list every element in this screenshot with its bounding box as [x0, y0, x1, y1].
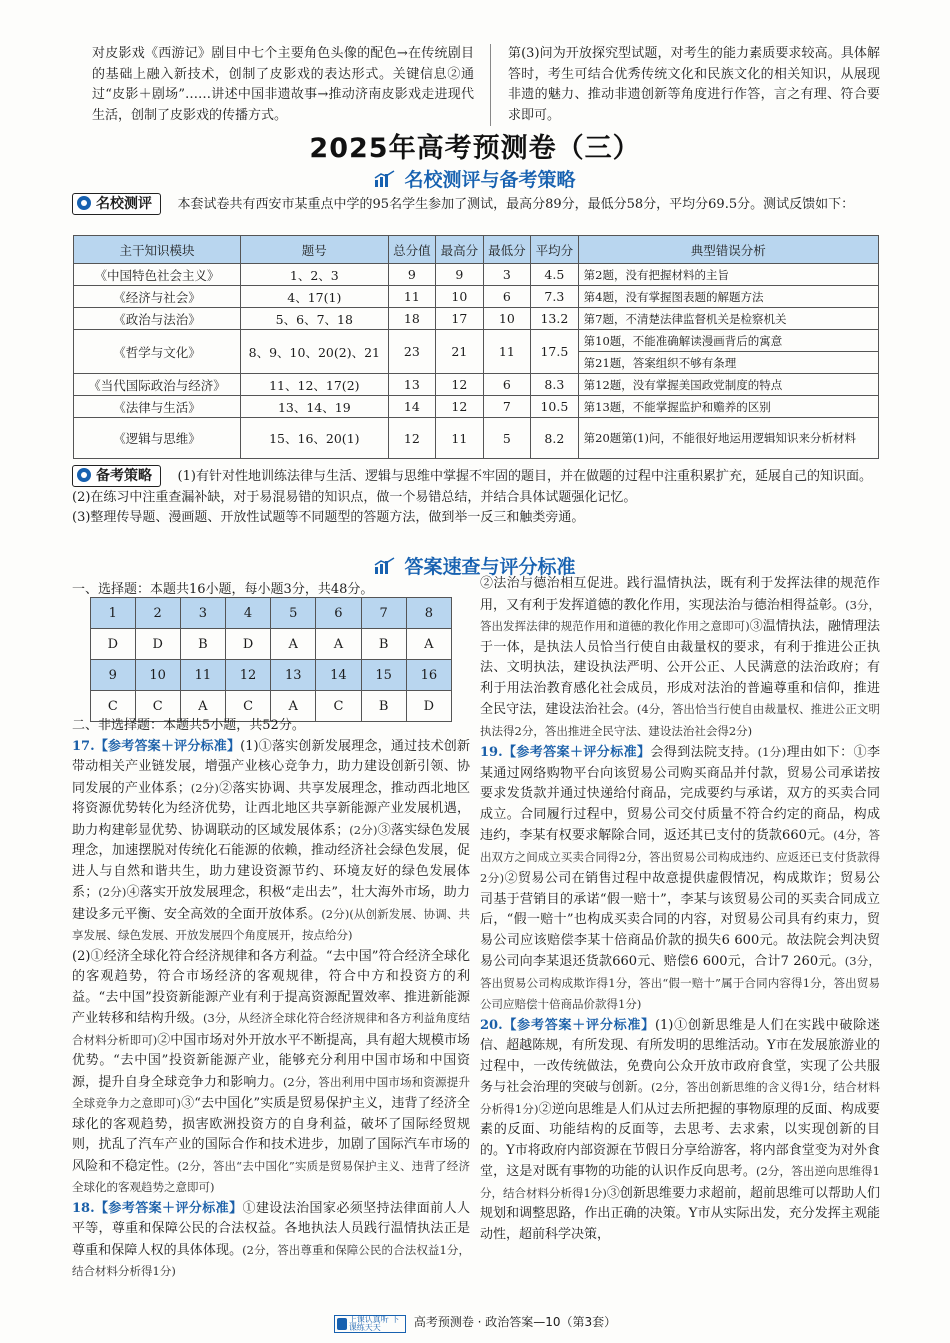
- answer-label: 19.【参考答案＋评分标准】: [480, 745, 651, 760]
- table-header: 平均分: [531, 236, 579, 264]
- answer-row: [91, 629, 452, 660]
- max-cell: 12: [436, 396, 484, 418]
- max-cell: 11: [436, 418, 484, 459]
- strategy-item: (2)在练习中注重查漏补缺，对于易混易错的知识点，做一个易错总结，并结合具体试题强化记忆。: [72, 489, 637, 505]
- question-number: 6: [316, 598, 361, 629]
- scoring-note: (2分，答出利用中国市场和资源提升全球竞争力之意即可): [72, 1074, 470, 1110]
- answer-text: ③“去中国化”实质是贸易保护主义，违背了经济全球化的客观趋势，损害欧洲投资方的自身利益，破坏了国际经贸规则，扰乱了汽车产业的国际合作和技术进步，加剧了国际汽车市场的风险和不稳定性。: [72, 1096, 470, 1174]
- answer-20: [480, 1016, 880, 1246]
- answer-text: ②贸易公司在销售过程中故意提供虚假情况，构成欺诈；贸易公司基于营销目的承诺“假一赔十”，李某与该贸易公司的买卖合同成立后，“假一赔十”也构成买卖合同的内容，对贸易公司具有约束力，贸易公司应该赔偿李某十倍商品价款的损失6 600元。故法院会判决贸易公司向李某退还货款660元、赔偿6 600元，合计7 260元。: [480, 871, 880, 969]
- question-cell: 5、6、7、18: [241, 308, 389, 330]
- column-divider: [490, 44, 491, 126]
- question-number: 5: [271, 598, 316, 629]
- answer-letter: C: [225, 691, 270, 722]
- table-row: [74, 330, 879, 352]
- avg-cell: 13.2: [531, 308, 579, 330]
- error-cell: 第4题，没有掌握图表题的解题方法: [578, 286, 878, 308]
- page-title: 2025年高考预测卷（三）: [309, 133, 641, 164]
- answer-19: [480, 742, 880, 1016]
- section-title-text: 答案速查与评分标准: [404, 556, 576, 578]
- answer-letter: B: [361, 629, 406, 660]
- chart-icon: [374, 557, 396, 575]
- answer-letter: D: [225, 629, 270, 660]
- answer-letter: C: [91, 691, 136, 722]
- left-answer-column: [72, 716, 470, 1283]
- min-cell: 6: [483, 286, 531, 308]
- scoring-note: (3分，答出贸易公司构成欺诈得1分，答出“假一赔十”属于合同内容得1分，答出贸易公司应赔偿十倍商品价款得1分): [480, 954, 880, 1011]
- question-number: 13: [271, 660, 316, 691]
- answer-17: [72, 737, 470, 947]
- question-number: 10: [135, 660, 180, 691]
- table-header: 总分值: [388, 236, 436, 264]
- avg-cell: 17.5: [531, 330, 579, 374]
- question-number-row: [91, 660, 452, 691]
- answer-letter: A: [271, 629, 316, 660]
- scoring-note: (2分，答出逆向思维得1分，结合材料分析得1分): [480, 1164, 880, 1200]
- max-cell: 21: [436, 330, 484, 374]
- target-icon: [77, 468, 91, 482]
- min-cell: 5: [483, 418, 531, 459]
- error-cell: 第13题，不能掌握监护和赡养的区别: [578, 396, 878, 418]
- max-cell: 9: [436, 264, 484, 286]
- answer-label: 17.【参考答案＋评分标准】: [72, 738, 241, 754]
- answer-letter: C: [316, 691, 361, 722]
- scoring-note: (2分)(从创新发展、协调、共享发展、绿色发展、开放发展四个角度展开，按点给分): [72, 906, 470, 942]
- section-title-evaluation: [0, 165, 950, 192]
- target-icon: [77, 196, 91, 210]
- choice-answer-table: [90, 597, 452, 722]
- answer-text: ③创新思维要力求超前，超前思维可以帮助人们规划和调整思路，作出正确的决策。Y市从实际出发，充分发挥主观能动性，超前科学决策，: [480, 1185, 880, 1242]
- error-cell: 第12题，没有掌握美国政党制度的特点: [578, 374, 878, 396]
- question-number: 2: [135, 598, 180, 629]
- answer-text: ②法治与德治相互促进。践行温情执法，既有利于发挥法律的规范作用，又有利于发挥道德的教化作用，实现法治与德治相得益彰。: [480, 576, 880, 613]
- scoring-note: (4分，答出恰当行使自由裁量权、推进公正文明执法得2分，答出推进全民守法、建设法治社会得2分): [480, 702, 880, 738]
- question-number: 3: [180, 598, 225, 629]
- min-cell: 6: [483, 374, 531, 396]
- error-cell: 第2题，没有把握材料的主旨: [578, 264, 878, 286]
- right-answer-column: [480, 574, 880, 1245]
- total-cell: 23: [388, 330, 436, 374]
- strategy-item: (3)整理传导题、漫画题、开放性试题等不同题型的答题方法，做到举一反三和触类旁通。: [72, 510, 585, 525]
- chart-icon: [374, 170, 396, 188]
- answer-text: ③温情执法，融情理法于一体，是执法人员恰当行使自由裁量权的要求，有利于推进公正执法、文明执法，建设执法严明、公开公正、人民满意的法治政府；有利于用法治教育感化社会成员，形成对法治的普遍尊重和信仰，推进全民守法，建设法治社会。: [480, 619, 880, 717]
- top-left-continuation: [92, 44, 474, 126]
- answer-text: ④落实开放发展理念，积极“走出去”，壮大海外市场，助力建设多元平衡、安全高效的全面开放体系。: [72, 885, 470, 922]
- evaluation-text: 本套试卷共有西安市某重点中学的95名学生参加了测试，最高分89分，最低分58分，平均分69.5分。测试反馈如下：: [177, 197, 855, 212]
- module-cell: 《政治与法治》: [74, 308, 241, 330]
- table-row: [74, 308, 879, 330]
- scoring-note: (2分，答出创新思维的含义得1分，结合材料分析得1分): [480, 1080, 880, 1116]
- table-row: [74, 418, 879, 459]
- error-cell: 第7题，不清楚法律监督机关是检察机关: [578, 308, 878, 330]
- error-cell: 第21题，答案组织不够有条理: [578, 352, 878, 374]
- knowledge-table: [73, 235, 879, 459]
- total-cell: 14: [388, 396, 436, 418]
- answer-letter: D: [91, 629, 136, 660]
- question-cell: 8、9、10、20(2)、21: [241, 330, 389, 374]
- total-cell: 9: [388, 264, 436, 286]
- module-cell: 《法律与生活》: [74, 396, 241, 418]
- max-cell: 10: [436, 286, 484, 308]
- module-cell: 《逻辑与思维》: [74, 418, 241, 459]
- strategy-item: (1)有针对性地训练法律与生活、逻辑与思维中掌握不牢固的题目，并在做题的过程中注重积累扩充，延展自己的知识面。: [177, 469, 872, 484]
- answer-text: ①建设法治国家必须坚持法律面前人人平等，尊重和保障公民的合法权益。各地执法人员践行温情执法正是尊重和保障人权的具体体现。: [72, 1200, 470, 1258]
- evaluation-tag: [72, 193, 161, 215]
- scoring-note: (2分，答出尊重和保障公民的合法权益1分，结合材料分析得1分): [72, 1242, 470, 1278]
- answer-text: ②逆向思维是人们从过去所把握的事物原理的反面、构成要素的反面、功能结构的反面等，去思考、去求索，以实现创新的目的。Y市将政府内部资源在节假日分享给游客，将内部食堂变为对外食堂，这是对既有事物的功能的认识作反向思考。: [480, 1101, 880, 1179]
- evaluation-tag-label: 名校测评: [96, 196, 152, 212]
- answer-letter: B: [180, 629, 225, 660]
- answer-text: ②落实协调、共享发展理念，推动西北地区将资源优势转化为经济优势，让西北地区共享新能源产业发展机遇，助力构建彰显优势、协调联动的区域发展体系；: [72, 780, 470, 838]
- question-number: 14: [316, 660, 361, 691]
- min-cell: 7: [483, 396, 531, 418]
- avg-cell: 4.5: [531, 264, 579, 286]
- scoring-note: (2分): [98, 885, 127, 899]
- question-number: 1: [91, 598, 136, 629]
- evaluation-intro: [72, 193, 880, 216]
- question-number: 7: [361, 598, 406, 629]
- answer-text: (1)①落实创新发展理念，通过技术创新带动相关产业链发展，增强产业核心竞争力，助力建设创新引领、协同发展的产业体系；: [72, 738, 470, 796]
- answer-letter: A: [316, 629, 361, 660]
- error-cell: 第20题第(1)问，不能很好地运用逻辑知识来分析材料: [578, 418, 878, 459]
- question-cell: 1、2、3: [241, 264, 389, 286]
- choice-heading-text: 一、选择题：本题共16小题，每小题3分，共48分。: [72, 582, 374, 597]
- answer-letter: D: [406, 691, 451, 722]
- module-cell: 《经济与社会》: [74, 286, 241, 308]
- table-header: 主干知识模块: [74, 236, 241, 264]
- table-header: 典型错误分析: [578, 236, 878, 264]
- avg-cell: 8.2: [531, 418, 579, 459]
- table-row: [74, 286, 879, 308]
- answer-18-continued: [480, 574, 880, 742]
- answer-17-part2: [72, 947, 470, 1199]
- total-cell: 13: [388, 374, 436, 396]
- module-cell: 《哲学与文化》: [74, 330, 241, 374]
- question-number: 11: [180, 660, 225, 691]
- answer-label: 18.【参考答案＋评分标准】: [72, 1200, 243, 1216]
- module-cell: 《当代国际政治与经济》: [74, 374, 241, 396]
- question-number: 16: [406, 660, 451, 691]
- section-title-text: 名校测评与备考策略: [404, 169, 576, 191]
- table-row: [74, 374, 879, 396]
- strategy-tag-label: 备考策略: [96, 468, 152, 484]
- strategy-block: [72, 465, 880, 529]
- min-cell: 11: [483, 330, 531, 374]
- footer-text: 高考预测卷 · 政治答案—10（第3套）: [413, 1315, 617, 1329]
- avg-cell: 7.3: [531, 286, 579, 308]
- question-number: 9: [91, 660, 136, 691]
- answer-text: ②中国市场对外开放水平不断提高，具有超大规模市场优势。“去中国”投资新能源产业，能够充分利用中国市场和中国资源，提升自身全球竞争力和影响力。: [72, 1032, 470, 1090]
- top-left-text: 对皮影戏《西游记》剧目中七个主要角色头像的配色→在传统剧目的基础上融入新技术，创制了皮影戏的表达形式。关键信息②通过“皮影＋剧场”……讲述中国非遗故事→推动济南皮影戏走进现代生活，创制了皮影戏的传播方式。: [92, 46, 474, 123]
- table-row: [74, 396, 879, 418]
- scoring-note: (3分，从经济全球化符合经济规律和各方利益角度结合材料分析即可): [72, 1011, 470, 1047]
- min-cell: 3: [483, 264, 531, 286]
- avg-cell: 8.3: [531, 374, 579, 396]
- min-cell: 10: [483, 308, 531, 330]
- answer-text: 理由如下：①李某通过网络购物平台向该贸易公司购买商品并付款，贸易公司承诺按要求发货款并通过快递给付商品，完成要约与承诺，双方的买卖合同成立。合同履行过程中，贸易公司交付质量不符合约定的商品，构成违约，李某有权要求解除合同，返还其已支付的货款660元。: [480, 745, 880, 843]
- question-cell: 13、14、19: [241, 396, 389, 418]
- scoring-note: (3分，答出发挥法律的规范作用和道德的教化作用之意即可): [480, 597, 880, 633]
- scoring-note: (2分): [349, 822, 378, 837]
- question-number: 12: [225, 660, 270, 691]
- answer-letter: A: [406, 629, 451, 660]
- publisher-logo: 上课认真听 下课练天天: [334, 1315, 406, 1333]
- answer-letter: A: [271, 691, 316, 722]
- table-header: 最高分: [436, 236, 484, 264]
- total-cell: 12: [388, 418, 436, 459]
- top-right-continuation: [508, 44, 880, 126]
- question-number: 15: [361, 660, 406, 691]
- table-row: [74, 264, 879, 286]
- answer-letter: B: [361, 691, 406, 722]
- max-cell: 12: [436, 374, 484, 396]
- strategy-tag: [72, 465, 161, 487]
- scoring-note: (1分): [757, 745, 787, 759]
- max-cell: 17: [436, 308, 484, 330]
- table-header: 最低分: [483, 236, 531, 264]
- scoring-note: (4分，答出双方之间成立买卖合同得2分，答出贸易公司构成违约、应返还已支付货款得2分): [480, 828, 880, 885]
- answer-text: (2)①经济全球化符合经济规律和各方利益。“去中国”符合经济全球化的客观趋势，符合市场经济的客观规律，符合中方和投资方的利益。“去中国”投资新能源产业有利于提高资源配置效率、推进新能源产业转移和结构升级。: [72, 948, 470, 1026]
- module-cell: 《中国特色社会主义》: [74, 264, 241, 286]
- answer-text: 会得到法院支持。: [650, 745, 758, 760]
- top-right-text: 第(3)问为开放探究型试题，对考生的能力素质要求较高。具体解答时，考生可结合优秀传统文化和民族文化的相关知识，从展现非遗的魅力、推动非遗创新等角度进行作答，言之有理、符合要求即可。: [508, 46, 880, 123]
- question-cell: 15、16、20(1): [241, 418, 389, 459]
- scoring-note: (2分): [190, 780, 219, 795]
- scoring-note: (2分，答出“去中国化”实质是贸易保护主义、违背了经济全球化的客观趋势之意即可): [72, 1158, 470, 1194]
- table-header-row: [74, 236, 879, 264]
- question-cell: 4、17(1): [241, 286, 389, 308]
- answer-text: (1)①创新思维是人们在实践中破除迷信、超越陈规，有所发现、有所发明的思维活动。Y市在发展旅游业的过程中，一改传统做法，免费向公众开放市政府食堂，实现了公共服务与社会治理的突破与创新。: [480, 1017, 880, 1095]
- nonchoice-heading: 二、非选择题：本题共5小题，共52分。: [72, 718, 305, 733]
- avg-cell: 10.5: [531, 396, 579, 418]
- total-cell: 11: [388, 286, 436, 308]
- answer-text: ③落实绿色发展理念，加速摆脱对传统化石能源的依赖，推动经济社会绿色发展，促进人与自然和谐共生，助力建设资源节约、环境友好的绿色发展体系；: [72, 822, 470, 900]
- answer-18: [72, 1199, 470, 1283]
- answer-letter: C: [135, 691, 180, 722]
- page-footer: [0, 1313, 950, 1333]
- question-number-row: [91, 598, 452, 629]
- answer-letter: D: [135, 629, 180, 660]
- question-number: 4: [225, 598, 270, 629]
- question-number: 8: [406, 598, 451, 629]
- question-cell: 11、12、17(2): [241, 374, 389, 396]
- error-cell: 第10题，不能准确解读漫画背后的寓意: [578, 330, 878, 352]
- answer-label: 20.【参考答案＋评分标准】: [480, 1017, 655, 1033]
- answer-letter: A: [180, 691, 225, 722]
- total-cell: 18: [388, 308, 436, 330]
- table-header: 题号: [241, 236, 389, 264]
